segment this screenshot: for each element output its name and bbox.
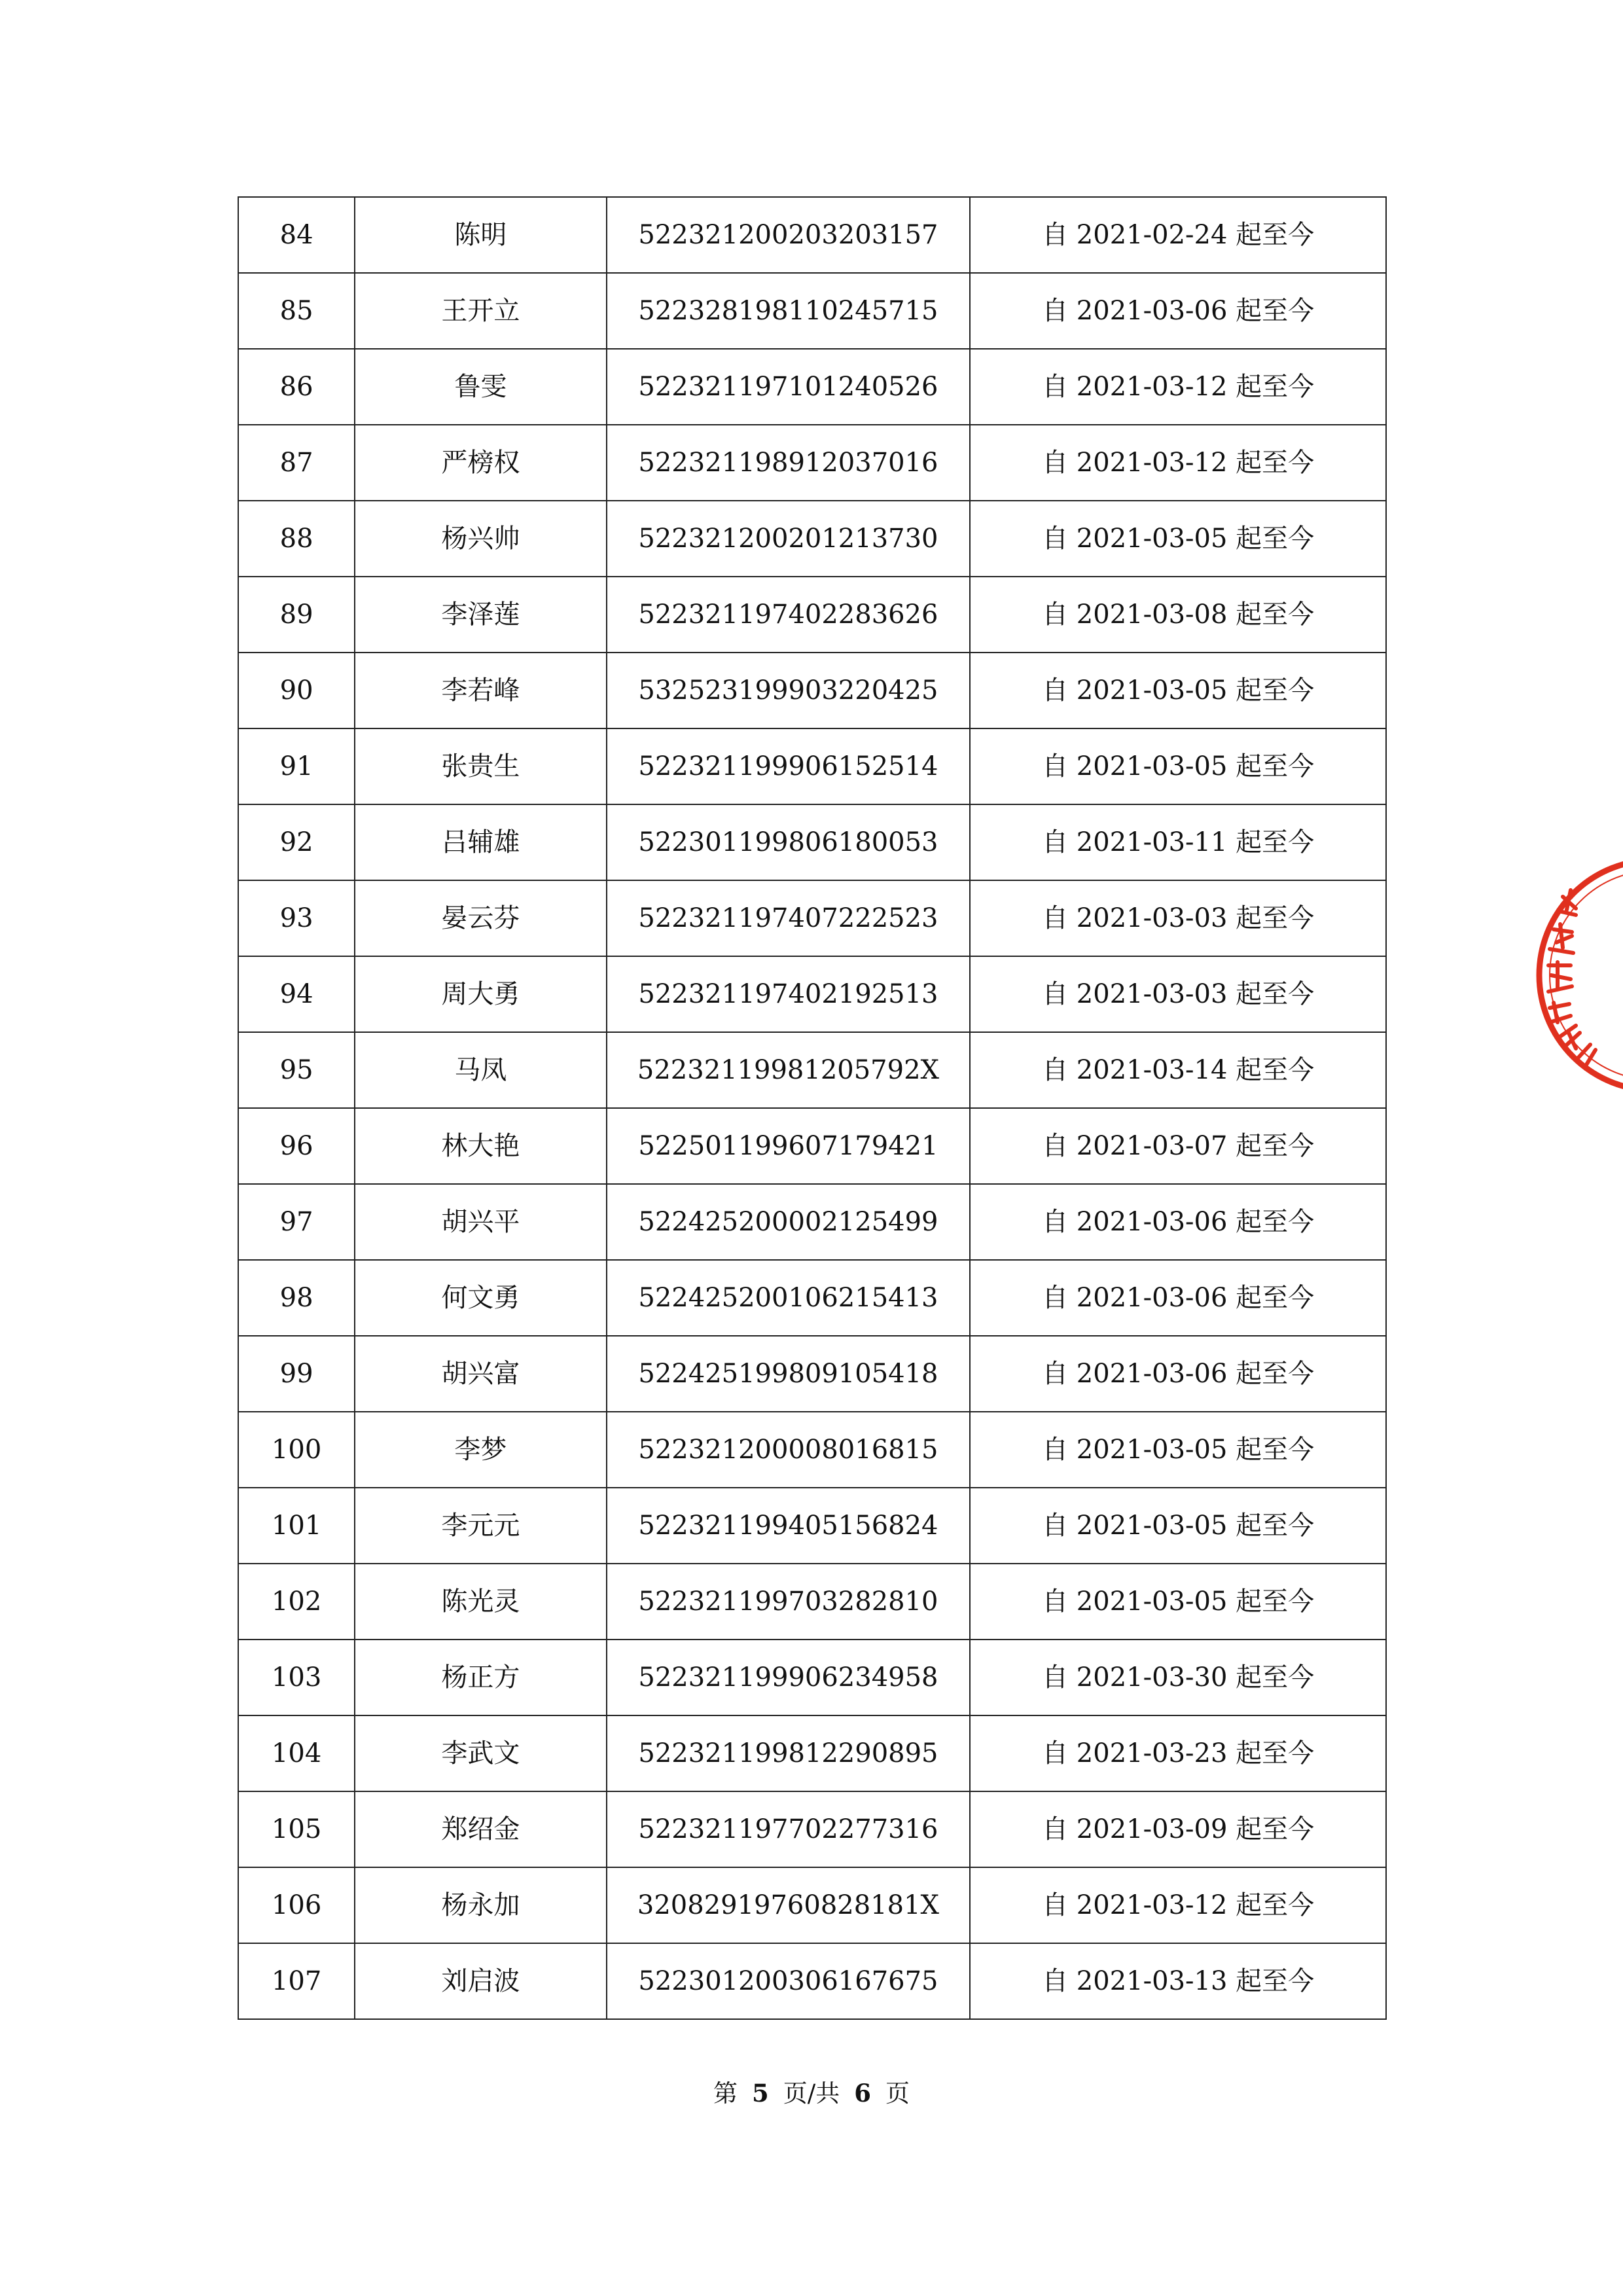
- id-number: 522321198912037016: [607, 425, 971, 501]
- person-name: 杨兴帅: [355, 501, 606, 577]
- row-number: 88: [238, 501, 355, 577]
- table-row: [238, 1943, 1386, 2019]
- table-row: [238, 425, 1386, 501]
- employment-period: 自 2021-03-14 起至今: [970, 1032, 1386, 1108]
- total-pages-number: 6: [854, 2079, 871, 2108]
- table-body: [238, 197, 1386, 2019]
- employment-period: 自 2021-03-13 起至今: [970, 1943, 1386, 2019]
- table-row: [238, 1260, 1386, 1336]
- row-number: 98: [238, 1260, 355, 1336]
- row-number: 86: [238, 349, 355, 425]
- row-number: 103: [238, 1640, 355, 1715]
- row-number: 87: [238, 425, 355, 501]
- row-number: 91: [238, 728, 355, 804]
- row-number: 105: [238, 1791, 355, 1867]
- person-name: 李若峰: [355, 653, 606, 728]
- table-row: [238, 1488, 1386, 1564]
- person-name: 胡兴富: [355, 1336, 606, 1412]
- employment-period: 自 2021-03-05 起至今: [970, 501, 1386, 577]
- employment-period: 自 2021-03-11 起至今: [970, 804, 1386, 880]
- table-row: [238, 1791, 1386, 1867]
- id-number: 522321199703282810: [607, 1564, 971, 1640]
- employment-period: 自 2021-02-24 起至今: [970, 197, 1386, 273]
- id-number: 522321200201213730: [607, 501, 971, 577]
- person-name: 杨正方: [355, 1640, 606, 1715]
- person-name: 李武文: [355, 1715, 606, 1791]
- table-row: [238, 1412, 1386, 1488]
- page-footer: [0, 2073, 1623, 2109]
- id-number: 522321199906152514: [607, 728, 971, 804]
- id-number: 32082919760828181X: [607, 1867, 971, 1943]
- table-row: [238, 1640, 1386, 1715]
- table-row: [238, 1108, 1386, 1184]
- row-number: 90: [238, 653, 355, 728]
- table-row: [238, 273, 1386, 349]
- row-number: 85: [238, 273, 355, 349]
- current-page-number: 5: [752, 2079, 769, 2108]
- id-number: 522301199806180053: [607, 804, 971, 880]
- employment-period: 自 2021-03-06 起至今: [970, 1260, 1386, 1336]
- person-name: 胡兴平: [355, 1184, 606, 1260]
- id-number: 522321197402283626: [607, 577, 971, 653]
- employment-period: 自 2021-03-23 起至今: [970, 1715, 1386, 1791]
- table-row: [238, 1867, 1386, 1943]
- table-row: [238, 1564, 1386, 1640]
- employment-period: 自 2021-03-12 起至今: [970, 425, 1386, 501]
- id-number: 522321200008016815: [607, 1412, 971, 1488]
- employment-period: 自 2021-03-06 起至今: [970, 273, 1386, 349]
- footer-middle: 页/共: [783, 2079, 840, 2108]
- person-name: 李元元: [355, 1488, 606, 1564]
- table-row: [238, 956, 1386, 1032]
- employment-period: 自 2021-03-03 起至今: [970, 880, 1386, 956]
- table-row: [238, 577, 1386, 653]
- person-name: 陈光灵: [355, 1564, 606, 1640]
- row-number: 99: [238, 1336, 355, 1412]
- row-number: 104: [238, 1715, 355, 1791]
- employment-period: 自 2021-03-30 起至今: [970, 1640, 1386, 1715]
- id-number: 522321197702277316: [607, 1791, 971, 1867]
- employment-period: 自 2021-03-03 起至今: [970, 956, 1386, 1032]
- employment-period: 自 2021-03-05 起至今: [970, 1412, 1386, 1488]
- row-number: 97: [238, 1184, 355, 1260]
- employment-period: 自 2021-03-05 起至今: [970, 728, 1386, 804]
- id-number: 522425199809105418: [607, 1336, 971, 1412]
- row-number: 84: [238, 197, 355, 273]
- person-name: 鲁雯: [355, 349, 606, 425]
- employment-period: 自 2021-03-06 起至今: [970, 1184, 1386, 1260]
- employment-period: 自 2021-03-06 起至今: [970, 1336, 1386, 1412]
- employment-period: 自 2021-03-08 起至今: [970, 577, 1386, 653]
- footer-prefix: 第: [713, 2079, 738, 2108]
- id-number: 522501199607179421: [607, 1108, 971, 1184]
- table-row: [238, 804, 1386, 880]
- person-name: 郑绍金: [355, 1791, 606, 1867]
- employment-period: 自 2021-03-07 起至今: [970, 1108, 1386, 1184]
- person-name: 马凤: [355, 1032, 606, 1108]
- row-number: 89: [238, 577, 355, 653]
- person-name: 吕辅雄: [355, 804, 606, 880]
- row-number: 106: [238, 1867, 355, 1943]
- person-name: 严榜权: [355, 425, 606, 501]
- row-number: 101: [238, 1488, 355, 1564]
- person-name: 周大勇: [355, 956, 606, 1032]
- employment-period: 自 2021-03-05 起至今: [970, 1564, 1386, 1640]
- person-name: 林大艳: [355, 1108, 606, 1184]
- table-row: [238, 501, 1386, 577]
- id-number: 522425200002125499: [607, 1184, 971, 1260]
- id-number: 522301200306167675: [607, 1943, 971, 2019]
- person-name: 陈明: [355, 197, 606, 273]
- employment-period: 自 2021-03-09 起至今: [970, 1791, 1386, 1867]
- footer-suffix: 页: [885, 2079, 910, 2108]
- row-number: 94: [238, 956, 355, 1032]
- table-row: [238, 1715, 1386, 1791]
- employment-period: 自 2021-03-12 起至今: [970, 349, 1386, 425]
- official-seal-stamp: [1530, 851, 1623, 1100]
- row-number: 96: [238, 1108, 355, 1184]
- person-name: 张贵生: [355, 728, 606, 804]
- person-name: 何文勇: [355, 1260, 606, 1336]
- row-number: 95: [238, 1032, 355, 1108]
- id-number: 522321199906234958: [607, 1640, 971, 1715]
- person-name: 王开立: [355, 273, 606, 349]
- id-number: 522328198110245715: [607, 273, 971, 349]
- id-number: 52232119981205792X: [607, 1032, 971, 1108]
- person-name: 李泽莲: [355, 577, 606, 653]
- id-number: 522321197101240526: [607, 349, 971, 425]
- table-row: [238, 1184, 1386, 1260]
- row-number: 102: [238, 1564, 355, 1640]
- id-number: 532523199903220425: [607, 653, 971, 728]
- table-row: [238, 1336, 1386, 1412]
- id-number: 522321199812290895: [607, 1715, 971, 1791]
- person-name: 李梦: [355, 1412, 606, 1488]
- id-number: 522321200203203157: [607, 197, 971, 273]
- id-number: 522425200106215413: [607, 1260, 971, 1336]
- person-name: 刘启波: [355, 1943, 606, 2019]
- table-row: [238, 880, 1386, 956]
- id-number: 522321197402192513: [607, 956, 971, 1032]
- table-row: [238, 1032, 1386, 1108]
- table-row: [238, 349, 1386, 425]
- person-name: 晏云芬: [355, 880, 606, 956]
- table-row: [238, 653, 1386, 728]
- row-number: 100: [238, 1412, 355, 1488]
- employment-period: 自 2021-03-05 起至今: [970, 1488, 1386, 1564]
- roster-table: [238, 196, 1387, 2020]
- employment-period: 自 2021-03-05 起至今: [970, 653, 1386, 728]
- id-number: 522321199405156824: [607, 1488, 971, 1564]
- table-row: [238, 728, 1386, 804]
- table-row: [238, 197, 1386, 273]
- employment-period: 自 2021-03-12 起至今: [970, 1867, 1386, 1943]
- row-number: 93: [238, 880, 355, 956]
- person-name: 杨永加: [355, 1867, 606, 1943]
- row-number: 107: [238, 1943, 355, 2019]
- row-number: 92: [238, 804, 355, 880]
- id-number: 522321197407222523: [607, 880, 971, 956]
